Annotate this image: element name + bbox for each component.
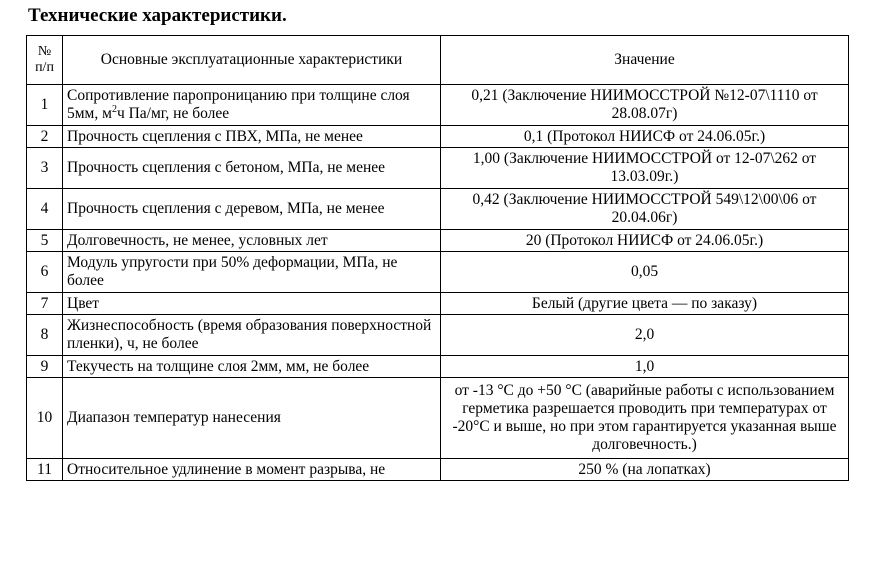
- row-number: 7: [27, 293, 63, 315]
- row-number: 5: [27, 230, 63, 252]
- table-row: [27, 293, 849, 315]
- row-characteristic: Цвет: [63, 293, 441, 315]
- table-row: [27, 126, 849, 148]
- row-characteristic: Модуль упругости при 50% деформации, МПа, не более: [63, 252, 441, 293]
- row-characteristic: Сопротивление паропроницанию при толщине слоя 5мм, $м^2ч$ Па/мг, не более: [63, 85, 441, 126]
- row-characteristic: Прочность сцепления с ПВХ, МПа, не менее: [63, 126, 441, 148]
- row-number: 9: [27, 356, 63, 378]
- row-characteristic: Жизнеспособность (время образования поверхностной пленки), ч, не более: [63, 315, 441, 356]
- row-value: Белый (другие цвета — по заказу): [441, 293, 849, 315]
- table-row: [27, 252, 849, 293]
- table-row: [27, 356, 849, 378]
- row-number: 6: [27, 252, 63, 293]
- row-characteristic: Диапазон температур нанесения: [63, 378, 441, 459]
- table-row: [27, 148, 849, 189]
- header-characteristic: Основные эксплуатационные характеристики: [63, 36, 441, 85]
- row-value: 0,42 (Заключение НИИМОССТРОЙ 549\12\00\06 от 20.04.06г): [441, 189, 849, 230]
- row-characteristic: Прочность сцепления с бетоном, МПа, не менее: [63, 148, 441, 189]
- header-number: № п/п: [27, 36, 63, 85]
- header-value: Значение: [441, 36, 849, 85]
- table-row: [27, 378, 849, 459]
- row-value: 0,1 (Протокол НИИСФ от 24.06.05г.): [441, 126, 849, 148]
- row-value: 250 % (на лопатках): [441, 459, 849, 481]
- table-row: [27, 85, 849, 126]
- row-value: 0,05: [441, 252, 849, 293]
- row-number: 2: [27, 126, 63, 148]
- table-row: [27, 189, 849, 230]
- row-value: 1,0: [441, 356, 849, 378]
- document-title: Технические характеристики.: [28, 5, 287, 26]
- row-value: 1,00 (Заключение НИИМОССТРОЙ от 12-07\262 от 13.03.09г.): [441, 148, 849, 189]
- row-number: 4: [27, 189, 63, 230]
- row-value: от -13 °С до +50 °С (аварийные работы с использованием герметика разрешается проводить при температурах от -20°С и выше, но при этом гарантируется указанная выше долговечность.): [441, 378, 849, 459]
- row-number: 11: [27, 459, 63, 481]
- row-value: 2,0: [441, 315, 849, 356]
- row-number: 3: [27, 148, 63, 189]
- row-value: 0,21 (Заключение НИИМОССТРОЙ №12-07\1110 от 28.08.07г): [441, 85, 849, 126]
- row-characteristic: Относительное удлинение в момент разрыва, не: [63, 459, 441, 481]
- row-number: 8: [27, 315, 63, 356]
- row-characteristic: Текучесть на толщине слоя 2мм, мм, не более: [63, 356, 441, 378]
- table-header-row: [27, 36, 849, 85]
- table-row: [27, 459, 849, 481]
- row-characteristic: Прочность сцепления с деревом, МПа, не менее: [63, 189, 441, 230]
- table-row: [27, 230, 849, 252]
- row-number: 10: [27, 378, 63, 459]
- row-value: 20 (Протокол НИИСФ от 24.06.05г.): [441, 230, 849, 252]
- row-number: 1: [27, 85, 63, 126]
- table-row: [27, 315, 849, 356]
- specifications-table: [26, 35, 849, 481]
- row-characteristic: Долговечность, не менее, условных лет: [63, 230, 441, 252]
